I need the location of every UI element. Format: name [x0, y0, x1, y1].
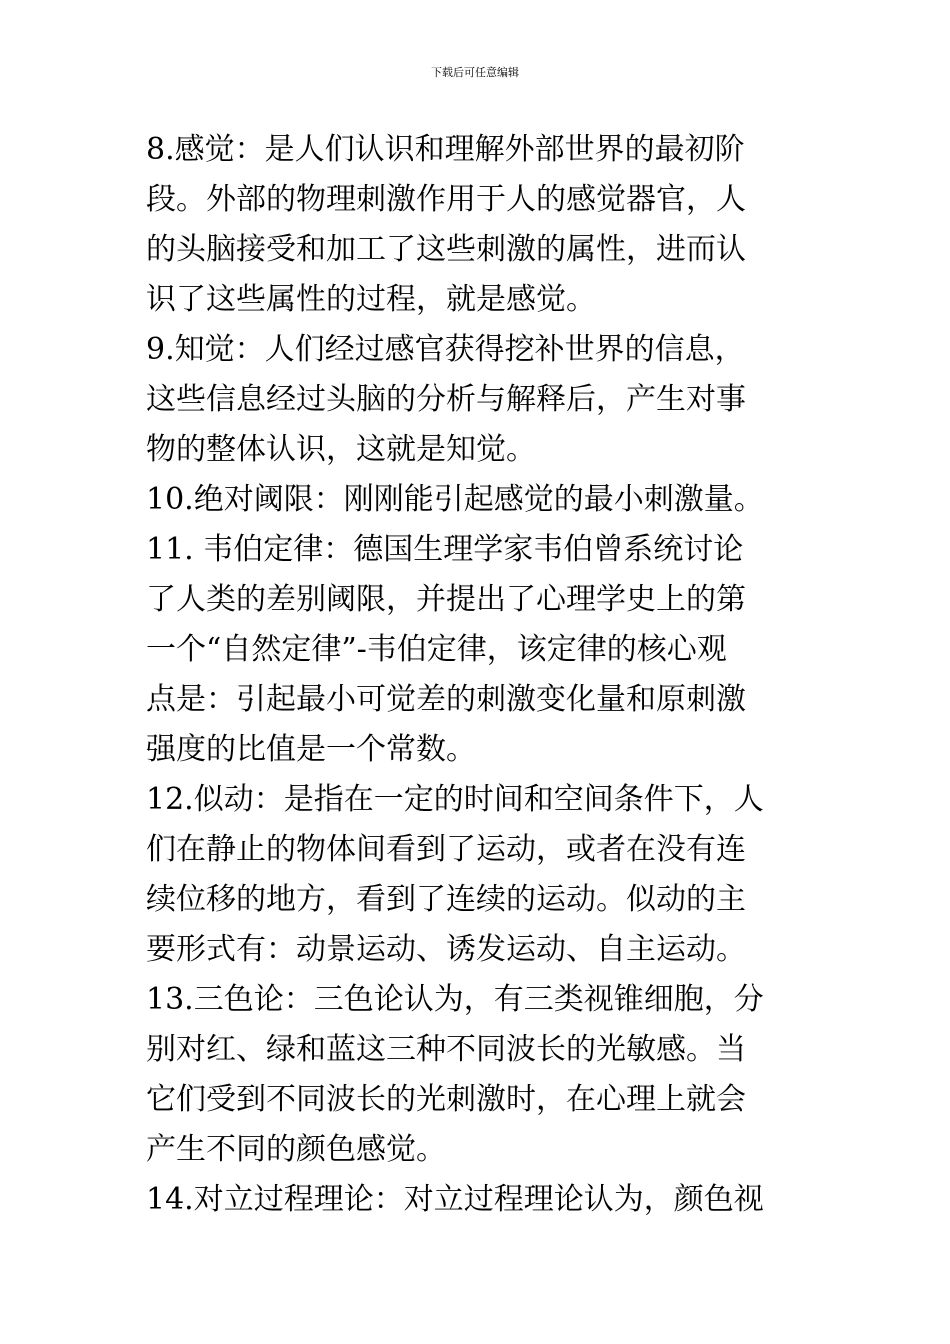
text-line: 11. 韦伯定律：德国生理学家韦伯曾系统讨论 — [146, 532, 744, 567]
text-line: 8.感觉：是人们认识和理解外部世界的最初阶 — [146, 132, 745, 167]
text-line: 别对红、绿和蓝这三种不同波长的光敏感。当 — [146, 1032, 746, 1067]
text-line: 了人类的差别阈限，并提出了心理学史上的第 — [146, 582, 746, 617]
document-body — [146, 125, 806, 1225]
text-line: 10.绝对阈限：刚刚能引起感觉的最小刺激量。 — [146, 482, 764, 517]
text-line: 9.知觉：人们经过感官获得挖补世界的信息， — [146, 332, 745, 367]
text-line: 段。外部的物理刺激作用于人的感觉器官，人 — [146, 182, 746, 217]
text-line: 识了这些属性的过程，就是感觉。 — [146, 282, 596, 317]
text-line: 的头脑接受和加工了这些刺激的属性，进而认 — [146, 232, 746, 267]
text-line: 物的整体认识，这就是知觉。 — [146, 432, 536, 467]
text-line: 12.似动：是指在一定的时间和空间条件下，人 — [146, 782, 764, 817]
text-line: 这些信息经过头脑的分析与解释后，产生对事 — [146, 382, 746, 417]
text-line: 14.对立过程理论：对立过程理论认为，颜色视 — [146, 1182, 764, 1217]
text-line: 一个“自然定律”-韦伯定律，该定律的核心观 — [146, 632, 727, 667]
text-line: 要形式有：动景运动、诱发运动、自主运动。 — [146, 932, 746, 967]
text-line: 13.三色论：三色论认为，有三类视锥细胞，分 — [146, 982, 764, 1017]
page-header: 下载后可任意编辑 — [431, 66, 519, 79]
text-line: 点是：引起最小可觉差的刺激变化量和原刺激 — [146, 682, 746, 717]
text-line: 们在静止的物体间看到了运动，或者在没有连 — [146, 832, 746, 867]
text-line: 续位移的地方，看到了连续的运动。似动的主 — [146, 882, 746, 917]
text-line: 强度的比值是一个常数。 — [146, 732, 476, 767]
text-line: 它们受到不同波长的光刺激时，在心理上就会 — [146, 1082, 746, 1117]
text-line: 产生不同的颜色感觉。 — [146, 1132, 446, 1167]
